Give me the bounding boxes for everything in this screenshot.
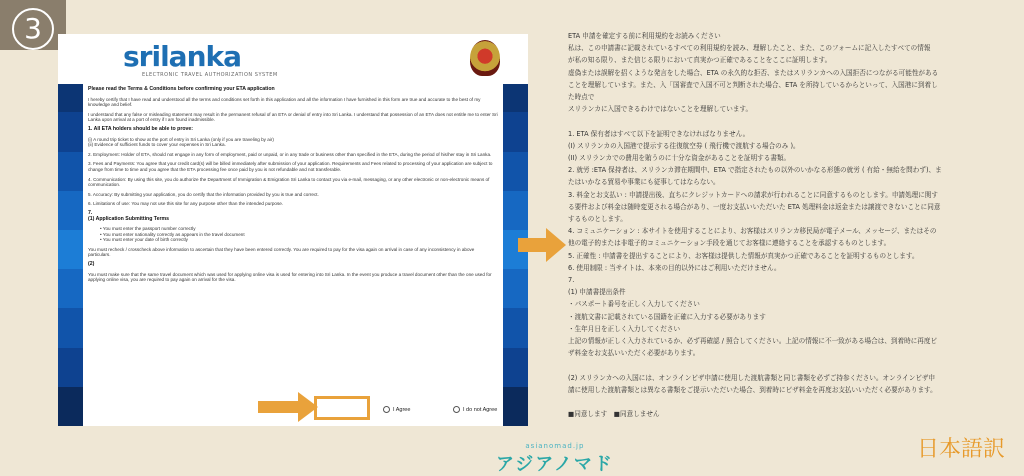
translation-line: ・パスポート番号を正しく入力してください xyxy=(568,300,700,309)
translation-line: するものとします。 xyxy=(568,215,627,224)
translation-line: 3. 料金とお支払い : 申請提出後、直ちにクレジットカードへの請求が行われることに同意するものとします。申請処理に関す xyxy=(568,190,938,199)
terms-paragraph: You must make sure that the same travel document which was used for applying online visa is used for entering into Sri Lanka. In the event you produce a travel document other than the one used for applying online visa, you are required to pay again on arrival for the visa. xyxy=(88,271,492,283)
translation-line: 7. xyxy=(568,276,575,285)
translation-line: (II) スリランカでの費用を賄うのに十分な資金があることを証明する書類。 xyxy=(568,154,791,163)
terms-paragraph: You must recheck / crosscheck above information to ascertain that they have been entered correctly. You are required to pay for the visa again on arrival in case of any inconsistency in above particulars. xyxy=(88,246,475,258)
terms-paragraph: 6. Limitations of use: You may not use this site for any purpose other than the intended purpose. xyxy=(88,201,284,207)
translation-line: 私は、この申請書に記載されているすべての利用規約を読み、理解したこと、また、このフォームに記入したすべての情報 xyxy=(568,44,931,53)
disagree-label: I do not Agree xyxy=(463,406,498,413)
terms-paragraph: 2. Employment: Holder of ETA, should not engage in any form of employment, paid or unpaid, or in any trade or business other than specified in the ETA, during the period of his/her stay in Sri Lanka. xyxy=(88,151,492,157)
translation-line: スリランカに入国できるわけではないことを理解しています。 xyxy=(568,105,753,114)
step-number: 3 xyxy=(12,8,54,50)
translation-line: ことを理解しています。また、入「国審査で入国不可と判断された場合、ETA を所持しているからといって、入国港に到着し xyxy=(568,80,938,89)
terms-section: 7. (1) Application Submitting Terms xyxy=(88,209,169,222)
terms-document xyxy=(83,84,503,426)
logo-subtitle: ELECTRONIC TRAVEL AUTHORIZATION SYSTEM xyxy=(142,72,278,78)
eta-screenshot xyxy=(58,34,528,426)
terms-paragraph: 4. Communication: By using this site, you do authorize the Department of Immigration & Emigration Sri Lanka to contact you via e-mail, messaging, or any other electronic or non-electronic means of communication. xyxy=(88,176,490,188)
brand-logo xyxy=(496,442,614,476)
brand-name: アジアノマド xyxy=(496,454,614,475)
japanese-translation-label: 日本語訳 xyxy=(917,437,1006,462)
translation-line: ザ料金をお支払いいただく必要があります。 xyxy=(568,349,700,358)
translation-line: 請に使用した渡航書類とは異なる書類をご提示いただいた場合、到着時にビザ料金を再度お支払いいただく必要があります。 xyxy=(568,385,937,394)
terms-paragraph: 3. Fees and Payments: You agree that your credit card(s) will be billed immediately after submission of your application. Requirements and Fees related to processing of your application are subject to change from time to time and you agree that the ETA processing fee once paid by you is not refundable and not transferable. xyxy=(88,161,493,172)
translation-line: ・生年月日を正しく入力してください xyxy=(568,324,681,333)
translation-line: 他の電子的または非電子的コミュニケーション手段を通じてお客様に連絡することを承認するものとします。 xyxy=(568,239,891,248)
japanese-translation xyxy=(568,30,1008,421)
pointer-arrow-icon xyxy=(258,392,318,422)
terms-section: 1. All ETA holders should be able to prove: xyxy=(88,125,194,132)
national-emblem-icon xyxy=(470,40,500,76)
terms-list: • You must enter the passport number correctly • You must enter nationality correctly as appears in the travel document • You must enter your date of birth correctly xyxy=(100,226,245,243)
disagree-radio[interactable] xyxy=(453,406,497,414)
translation-line: 2. 就労 :ETA 保持者は、スリランカ滞在期間中、ETA で指定されたもの以外のいかなる形態の就労 ( 有給・無給を問わず)、ま xyxy=(568,166,942,175)
agree-label: I Agree xyxy=(393,406,411,413)
radio-circle-icon[interactable] xyxy=(383,406,390,413)
translation-line: たはいかなる貿易や事業にも従事してはならない。 xyxy=(568,178,720,187)
translation-line: (1) 申請書提出条件 xyxy=(568,288,626,297)
agree-radio[interactable] xyxy=(383,406,410,414)
translation-line: ■同意します ■同意しません xyxy=(568,410,660,419)
translation-line: ・渡航文書に記載されている国籍を正確に入力する必要があります xyxy=(568,312,766,321)
translation-line: ETA 申請を確定する前に利用規約をお読みください xyxy=(568,32,721,40)
translation-line xyxy=(568,115,1008,127)
translation-line: 5. 正確性 : 申請書を提出することにより、お客様は提供した情報が真実かつ正確であることを証明するものとします。 xyxy=(568,251,919,260)
translation-line xyxy=(568,359,1008,371)
translation-line: た時点で xyxy=(568,93,595,102)
translation-line xyxy=(568,396,1008,408)
radio-circle-icon[interactable] xyxy=(453,406,460,413)
brand-url: asianomad.jp xyxy=(525,442,585,450)
step-badge xyxy=(0,0,66,50)
translation-line: 4. コミュニケーション : 本サイトを使用することにより、お客様はスリランカ移民局が電子メール、メッセージ、またはその xyxy=(568,227,937,236)
site-header xyxy=(58,34,528,84)
translation-line: (I) スリランカの入国港で提示する往復航空券 ( 飛行機で渡航する場合のみ )。 xyxy=(568,141,800,150)
translation-line: 6. 使用制限 : 当サイトは、本来の目的以外にはご利用いただけません。 xyxy=(568,263,781,272)
terms-paragraph: I hereby certify that I have read and understood all the terms and conditions set forth in this application and all the information I have furnished in this form are true and accurate to the best of my knowledge and belief. xyxy=(88,96,481,108)
terms-paragraph: (i) A round trip ticket to show at the port of entry in Sri Lanka (only if you are traveling by air) (ii) Evidence of sufficient funds to cover your expenses in Sri Lanka. xyxy=(88,136,274,148)
translation-arrow-icon xyxy=(518,228,566,262)
terms-paragraph: I understand that any false or misleading statement may result in the permanent refusal of an ETA or denial of entry into Sri Lanka. I understand that possession of an ETA does not entitle me to enter Sri Lanka upon arrival at a port of entry if I am found inadmissible. xyxy=(88,111,498,123)
translation-line: 虚偽または誤解を招くような発言をした場合、ETA の永久的な拒否、またはスリランカへの入国拒否につながる可能性がある xyxy=(568,68,939,77)
translation-line: る要件および料金は随時変更される場合があり、一度お支払いいただいた ETA 処理料金は返金または譲渡できないことに同意 xyxy=(568,202,941,211)
terms-heading: Please read the Terms & Conditions before confirming your ETA application xyxy=(88,86,275,92)
terms-paragraph: 5. Accuracy: By submitting your application, you do certify that the information provided by you is true and correct. xyxy=(88,191,319,197)
translation-line: が私の知る限り、また信じる限りにおいて真実かつ正確であることをここに証明します。 xyxy=(568,56,832,65)
terms-section: (2) xyxy=(88,261,95,268)
agree-highlight-box xyxy=(314,396,370,420)
translation-line: (2) スリランカへの入国には、オンラインビザ申請に使用した渡航書類と同じ書類を必ずご持参ください。オンラインビザ申 xyxy=(568,373,936,382)
srilanka-logo: srilanka xyxy=(123,40,242,73)
translation-line: 1. ETA 保有者はすべて以下を証明できなければなりません。 xyxy=(568,129,750,138)
translation-line: 上記の情報が正しく入力されているか、必ず再確認 / 照合してください。上記の情報に不一致がある場合は、到着時に再度ビ xyxy=(568,337,938,346)
